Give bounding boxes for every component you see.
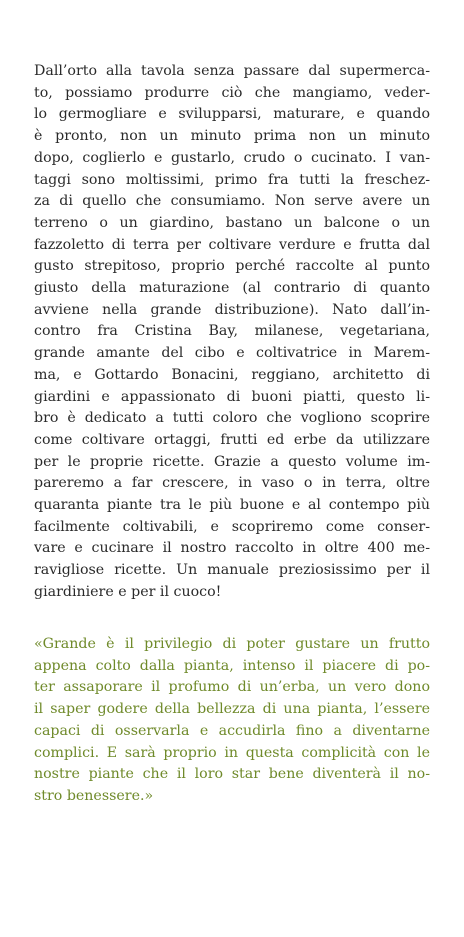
description-line: pareremo a far crescere, in vaso o in terra, oltre xyxy=(34,475,430,492)
description-line: lo germogliare e svilupparsi, maturare, e quando xyxy=(34,106,430,123)
description-line: terreno o un giardino, bastano un balcone o un xyxy=(34,214,430,231)
book-quote xyxy=(34,634,430,808)
quote-line: ter assaporare il profumo di un’erba, un vero dono xyxy=(34,679,430,696)
quote-line: appena colto dalla pianta, intenso il piacere di po- xyxy=(34,657,430,674)
description-line: facilmente coltivabili, e scopriremo come conser- xyxy=(34,518,430,535)
description-line: fazzoletto di terra per coltivare verdure e frutta dal xyxy=(34,236,430,253)
quote-line: «Grande è il privilegio di poter gustare un frutto xyxy=(34,636,430,652)
description-line: Dall’orto alla tavola senza passare dal supermerca- xyxy=(34,63,430,79)
quote-line: complici. E sarà proprio in questa complicità con le xyxy=(34,744,430,761)
description-line: to, possiamo produrre ciò che mangiamo, veder- xyxy=(34,84,430,101)
description-line: quaranta piante tra le più buone e al contempo più xyxy=(34,497,430,514)
description-line: giardiniere e per il cuoco! xyxy=(34,583,222,600)
description-line: è pronto, non un minuto prima non un minuto xyxy=(34,128,430,145)
description-line: ravigliose ricette. Un manuale preziosissimo per il xyxy=(34,562,430,579)
quote-line: capaci di osservarla e accudirla fino a diventarne xyxy=(34,722,430,739)
description-line: avviene nella grande distribuzione). Nato dall’in- xyxy=(34,301,430,318)
quote-line: il saper godere della bellezza di una pianta, l’essere xyxy=(34,701,430,718)
quote-line: nostre piante che il loro star bene diventerà il no- xyxy=(34,766,430,783)
description-line: per le proprie ricette. Grazie a questo volume im- xyxy=(34,453,430,470)
description-line: gusto strepitoso, proprio perché raccolte al punto xyxy=(34,258,430,275)
description-line: bro è dedicato a tutti coloro che vogliono scoprire xyxy=(34,410,430,427)
quote-line: stro benessere.» xyxy=(34,787,154,804)
description-line: grande amante del cibo e coltivatrice in Marem- xyxy=(34,345,430,362)
description-line: vare e cucinare il nostro raccolto in oltre 400 me- xyxy=(34,540,430,557)
description-line: za di quello che consumiamo. Non serve avere un xyxy=(34,193,430,210)
description-line: come coltivare ortaggi, frutti ed erbe da utilizzare xyxy=(34,431,430,448)
description-line: ma, e Gottardo Bonacini, reggiano, architetto di xyxy=(34,366,430,383)
description-line: dopo, coglierlo e gustarlo, crudo o cucinato. I van- xyxy=(34,149,430,166)
description-line: giusto della maturazione (al contrario di quanto xyxy=(34,280,430,297)
book-description xyxy=(34,61,430,604)
description-line: giardini e appassionato di buoni piatti, questo li- xyxy=(34,388,430,405)
description-line: taggi sono moltissimi, primo fra tutti la freschez- xyxy=(34,171,430,188)
description-line: contro fra Cristina Bay, milanese, vegetariana, xyxy=(34,323,430,340)
